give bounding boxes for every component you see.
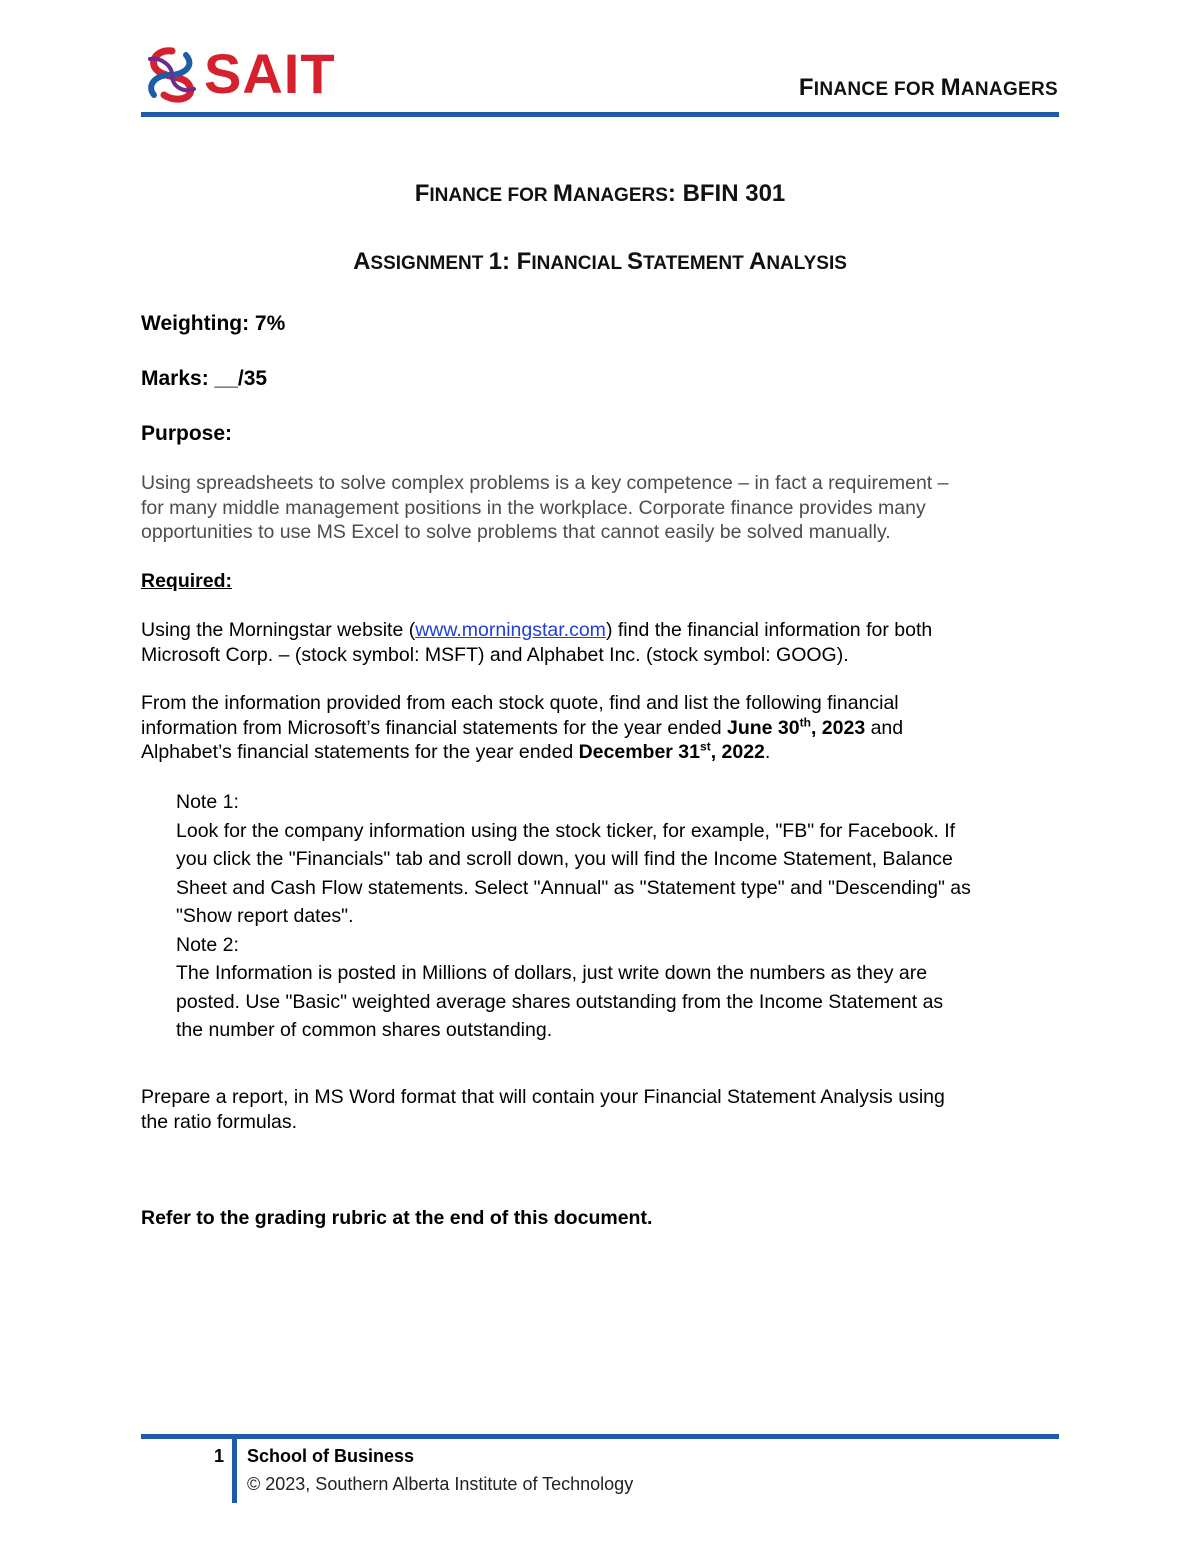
using-paragraph: Using the Morningstar website (www.morningstar.com) find the financial information for both Microsoft Corp. – (stock symbol: MSFT) and Alphabet Inc. (stock symbol: GOOG).	[141, 619, 933, 666]
rubric-reference: Refer to the grading rubric at the end of this document.	[141, 1207, 653, 1229]
note-1-label: Note 1:	[176, 791, 239, 813]
header-title: FINANCE FOR MANAGERS	[798, 74, 1058, 101]
purpose-paragraph: Using spreadsheets to solve complex problems is a key competence – in fact a requirement – for many middle management positions in the workplace. Corporate finance provides many opportunities to use MS Excel to solve problems that cannot easily be solved manually.	[141, 472, 949, 543]
logo-text: SAIT	[204, 42, 336, 105]
assignment-title: ASSIGNMENT 1: FINANCIAL STATEMENT ANALYSIS	[353, 248, 847, 275]
footer-copyright: © 2023, Southern Alberta Institute of Technology	[247, 1474, 634, 1494]
from-paragraph: From the information provided from each stock quote, find and list the following financial information from Microsoft’s financial statements for the year ended June 30th, 2023 and Alphabet’s financial statements for the year ended December 31st, 2022.	[141, 692, 904, 763]
sait-swirl-icon	[142, 45, 200, 103]
sait-logo	[142, 44, 336, 104]
marks-label: Marks: __/35	[141, 367, 268, 390]
course-title: FINANCE FOR MANAGERS: BFIN 301	[414, 180, 786, 207]
footer-school: School of Business	[247, 1446, 415, 1466]
weighting-label: Weighting: 7%	[141, 312, 286, 335]
notes-block: Note 1: Look for the company information using the stock ticker, for example, "FB" for Facebook. If you click the "Financials" tab and scroll down, you will find the Income Statement, Balance Sheet and Cash Flow statements. Select "Annual" as "Statement type" and "Descending" as "Show report dates". Note 2: The Information is posted in Millions of dollars, just write down the numbers as they are posted. Use "Basic" weighted average shares outstanding from the Income Statement as the number of common shares outstanding.	[176, 788, 1066, 1045]
page-number: 1	[213, 1446, 224, 1466]
prepare-paragraph: Prepare a report, in MS Word format that will contain your Financial Statement Analysis using the ratio formulas.	[141, 1086, 945, 1133]
footer-divider	[232, 1439, 237, 1503]
required-heading: Required:	[141, 570, 233, 592]
purpose-heading: Purpose:	[141, 422, 233, 445]
footer-rule	[141, 1434, 1059, 1439]
morningstar-link[interactable]: www.morningstar.com	[415, 619, 606, 641]
note-2-label: Note 2:	[176, 933, 239, 956]
header-rule	[141, 112, 1059, 117]
